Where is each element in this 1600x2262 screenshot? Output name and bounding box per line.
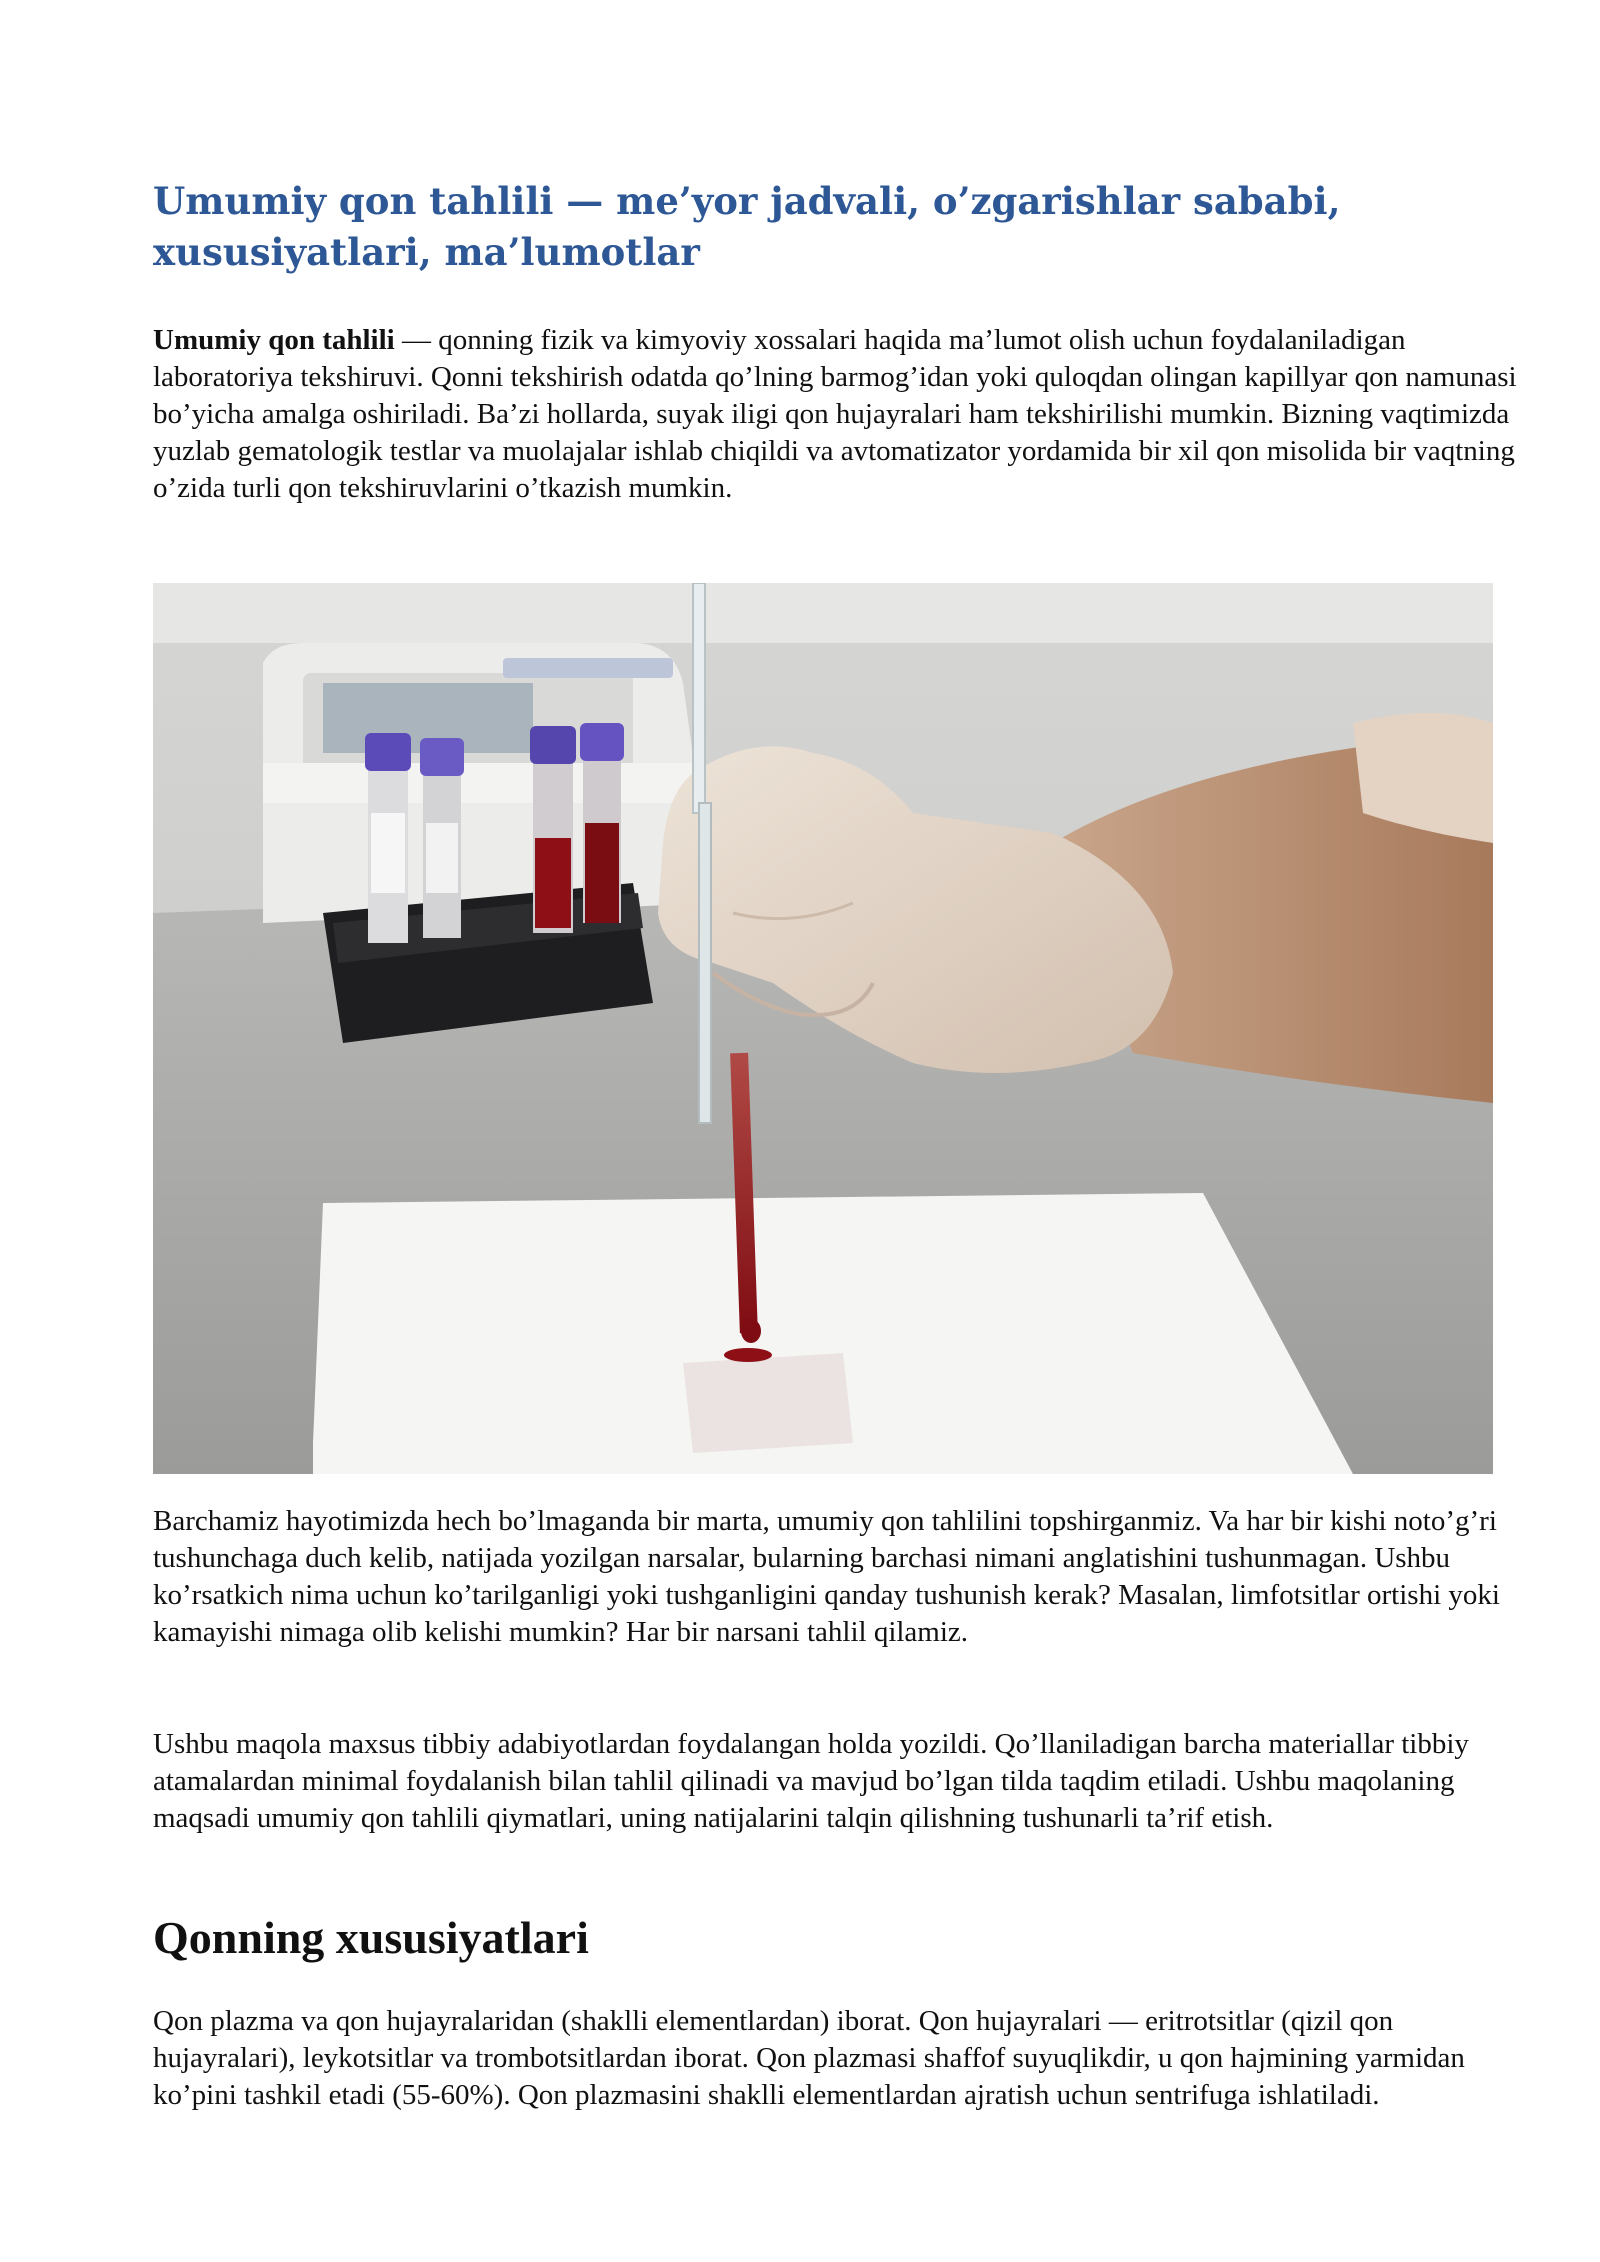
paragraph-2: Barchamiz hayotimizda hech bo’lmaganda bir marta, umumiy qon tahlilini topshirganmiz. Va har bir kishi noto’g’ri tushunchaga duch kelib, natijada yozilgan narsalar, bularning barchasi nimani anglatishini tushunmagan. Ushbu ko’rsatkich nima uchun ko’tarilganligi yoki tushganligini qanday tushunish kerak? Masalan, limfotsitlar ortishi yoki kamayishi nimaga olib kelishi mumkin? Har bir narsani tahlil qilamiz. (153, 1505, 1500, 1648)
paragraph-3: Ushbu maqola maxsus tibbiy adabiyotlardan foydalangan holda yozildi. Qo’llaniladigan barcha materiallar tibbiy atamalardan minimal foydalanish bilan tahlil qilinadi va mavjud bo’lgan tilda taqdim etiladi. Ushbu maqolaning maqsadi umumiy qon tahlili qiymatlari, uning natijalarini talqin qilishning tushunarli ta’rif etish. (153, 1728, 1469, 1834)
section-heading: Qonning xususiyatlari (153, 1912, 589, 1963)
intro-paragraph (153, 322, 1523, 507)
article-title: Umumiy qon tahlili — me’yor jadvali, o’zgarishlar sababi, xususiyatlari, ma’lumotlar (153, 179, 1341, 274)
intro-lead-bold: Umumiy qon tahlili (153, 324, 395, 356)
paragraph-4: Qon plazma va qon hujayralaridan (shaklli elementlardan) iborat. Qon hujayralari — eritrotsitlar (qizil qon hujayralari), leykotsitlar va trombotsitlardan iborat. Qon plazmasi shaffof suyuqlikdir, u qon hajmining yarmidan ko’pini tashkil etadi (55-60%). Qon plazmasini shaklli elementlardan ajratish uchun sentrifuga ishlatiladi. (153, 2005, 1465, 2111)
blood-test-photo (153, 583, 1493, 1474)
intro-text: — qonning fizik va kimyoviy xossalari haqida ma’lumot olish uchun foydalaniladigan laboratoriya tekshiruvi. Qonni tekshirish odatda qo’lning barmog’idan yoki quloqdan olingan kapillyar qon namunasi bo’yicha amalga oshiriladi. Ba’zi hollarda, suyak iligi qon hujayralari ham tekshirilishi mumkin. Bizning vaqtimizda yuzlab gematologik testlar va muolajalar ishlab chiqildi va avtomatizator yordamida bir xil qon misolida bir vaqtning o’zida turli qon tekshiruvlarini o’tkazish mumkin. (153, 324, 1517, 504)
